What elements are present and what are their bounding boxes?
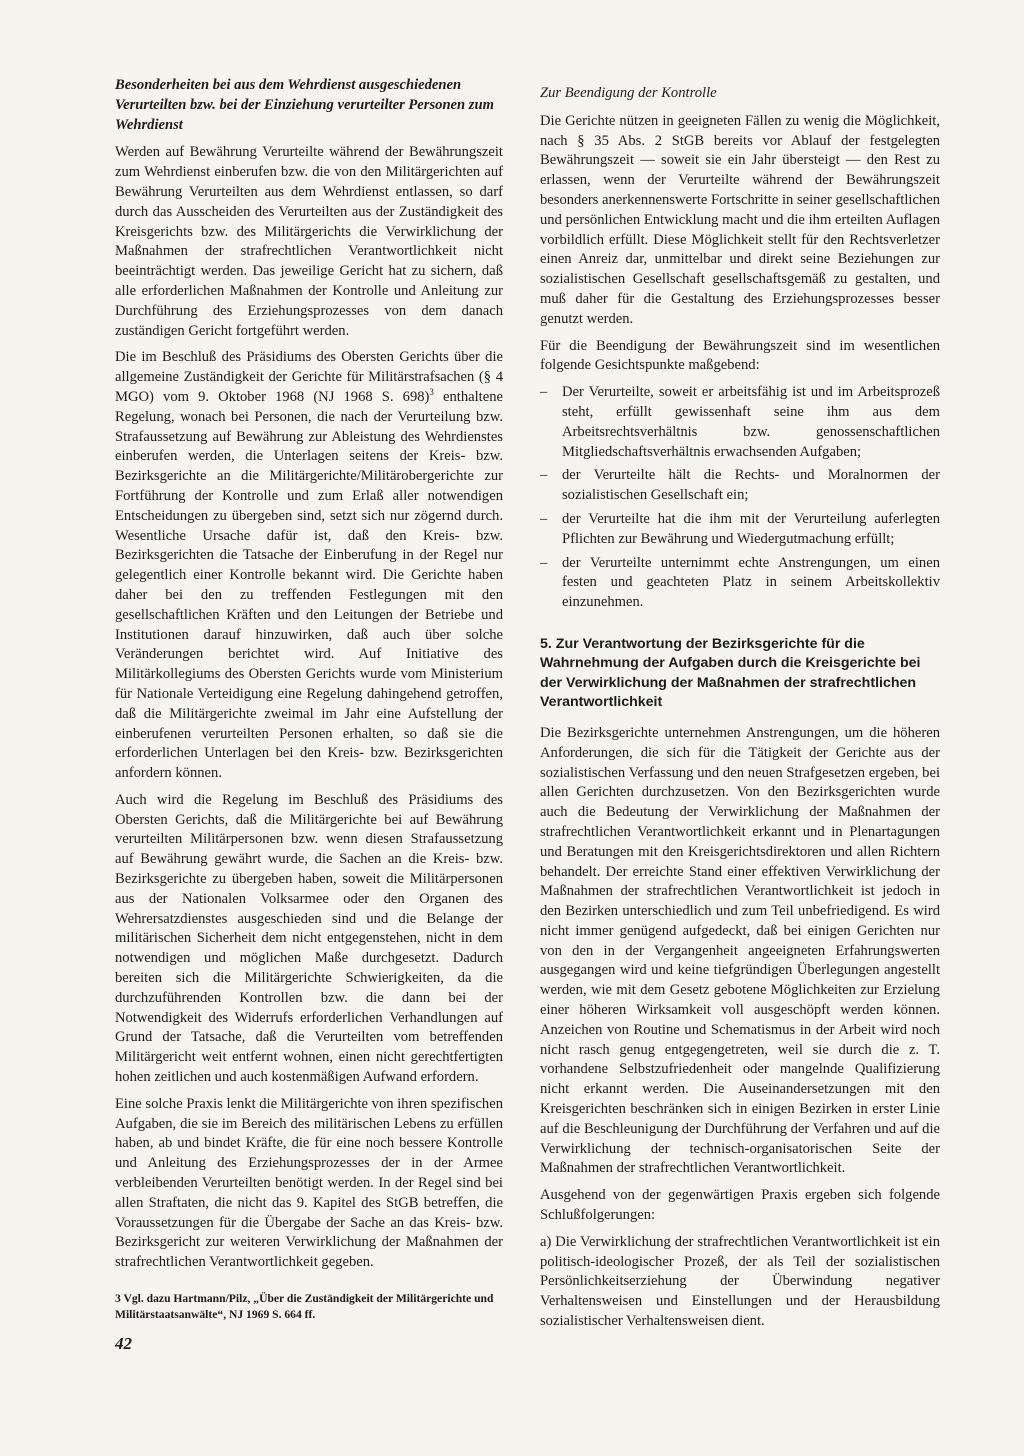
- list-item: – der Verurteilte hält die Rechts- und Moralnormen der sozialistischen Gesellschaft ein;: [540, 466, 940, 506]
- paragraph: Ausgehend von der gegenwärtigen Praxis ergeben sich folgende Schlußfolgerungen:: [540, 1187, 940, 1224]
- paragraph-text: enthaltene Regelung, wonach bei Personen, die nach der Verurteilung bzw. Strafaussetzung auf Bewährung zur Ableistung des Wehrdienstes einberufen werden, die Unterlagen seitens der Kreis- bzw. Bezirksgerichte an die Militärgerichte/Militärobergerichte zur Fortführung der Kontrolle und zum Erlaß aller notwendigen Entscheidungen zu übergeben sind, setzt sich nur zögernd durch. Wesentliche Ursache dafür ist, daß den Kreis- bzw. Bezirksgerichten die Tatsache der Einberufung in der Regel nur gelegentlich einer Kontrolle bekannt wird. Die Gerichte haben daher bei den zu treffenden Festlegungen mit den gesellschaftlichen Kräften und den Leitungen der Betriebe und Institutionen darauf hinzuwirken, daß auch über solche Veränderungen berichtet wird. Auf Initiative des Militärkollegiums des Obersten Gerichts wurde vom Ministerium für Nationale Verteidigung eine Regelung dahingehend getroffen, daß die Militärgerichte zweimal im Jahr eine Aufstellung der einberufenen verurteilten Personen erhalten, so daß sie die erforderlichen Unterlagen bei den Kreis- bzw. Bezirksgerichten anfordern können.: [115, 388, 503, 782]
- footnote: 3 Vgl. dazu Hartmann/Pilz, „Über die Zuständigkeit der Militärgerichte und Militärstaatsanwälte“, NJ 1969 S. 664 ff.: [115, 1292, 494, 1321]
- list-item: – der Verurteilte unternimmt echte Anstrengungen, um einen festen und geachteten Platz in seinem Arbeitskollektiv einzunehmen.: [540, 554, 940, 613]
- paragraph: Auch wird die Regelung im Beschluß des Präsidiums des Obersten Gerichts, daß die Militärgerichte bei auf Bewährung verurteilten Militärpersonen bzw. wenn diesen Strafaussetzung auf Bewährung gewährt wurde, die Sachen an die Kreis- bzw. Bezirksgerichte zu übergeben haben, soweit die Militärpersonen aus der Nationalen Volksarmee oder den Organen des Wehrersatzdienstes ausgeschieden sind und die Belange der militärischen Sicherheit dem nicht entgegenstehen, nicht in dem notwendigen und möglichen Maße durchgesetzt. Dadurch bereiten sich die Militärgerichte Schwierigkeiten, da die durchzuführenden Kontrollen bzw. die dann bei der Notwendigkeit des Widerrufs erforderlichen Verhandlungen auf Grund der Tatsache, daß die Verurteilten vom betreffenden Militärgericht weit entfernt wohnen, einen nicht gerechtfertigten hohen zeitlichen und auch kostenmäßigen Aufwand erfordern.: [115, 791, 503, 1086]
- paragraph: Für die Beendigung der Bewährungszeit sind im wesentlichen folgende Gesichtspunkte maßgebend:: [540, 337, 940, 374]
- paragraph-with-footnote: [115, 348, 503, 784]
- subheading-wehrdienst: Besonderheiten bei aus dem Wehrdienst ausgeschiedenen Verurteilten bzw. bei der Einziehung verurteilter Personen zum Wehrdienst: [115, 77, 494, 133]
- left-column: [115, 76, 503, 1322]
- page-number: 42: [115, 1334, 132, 1353]
- section-heading-5: 5. Zur Verantwortung der Bezirksgerichte für die Wahrnehmung der Aufgaben durch die Kreisgerichte bei der Verwirklichung der Maßnahmen der strafrechtlichen Verantwortlichkeit: [540, 635, 921, 711]
- paragraph: Die Bezirksgerichte unternehmen Anstrengungen, um die höheren Anforderungen, die sich für die Tätigkeit der Gerichte aus der sozialistischen Verfassung und den neuen Strafgesetzen ergeben, bei allen Gerichten durchzusetzen. Von den Bezirksgerichten wurde auch die Bedeutung der Verwirklichung der Maßnahmen der strafrechtlichen Verantwortlichkeit erkannt und in Plenartagungen und Beratungen mit den Kreisgerichtsdirektoren und allen Richtern behandelt. Der erreichte Stand einer effektiven Verwirklichung der Maßnahmen der strafrechtlichen Verantwortlichkeit ist jedoch in den Bezirken unterschiedlich und zum Teil unbefriedigend. Es wird nicht immer genügend aufgedeckt, daß bei einigen Gerichten nur von den in der Vergangenheit angeeigneten Erfahrungswerten ausgegangen wird und keine tiefgründigen Überlegungen angestellt werden, wie mit dem Gesetz gebotene Möglichkeiten zur Erzielung einer höheren Wirksamkeit voll ausgeschöpft werden können. Anzeichen von Routine und Schematismus in der Arbeit wird noch nicht rasch genug entgegengetreten, weil sie durch die z. T. vorhandene Selbstzufriedenheit oder mangelnde Qualifizierung nicht erkannt werden. Die Auseinandersetzungen mit den Kreisgerichten beschränken sich in einigen Bezirken in erster Linie auf die Beschleunigung der Durchführung der Verfahren und auf die Verwirklichung der technisch-organisatorischen Seite der Maßnahmen der strafrechtlichen Verantwortlichkeit.: [540, 724, 940, 1177]
- right-column: [540, 76, 940, 1339]
- paragraph: Eine solche Praxis lenkt die Militärgerichte von ihren spezifischen Aufgaben, die sie im Bereich des militärischen Lebens zu erfüllen haben, ab und bindet Kräfte, die für eine noch bessere Kontrolle und Anleitung des Erziehungsprozesses der in der Armee verbleibenden Verurteilten benötigt werden. In der Regel sind bei allen Straftaten, die nicht das 9. Kapitel des StGB betreffen, die Voraussetzungen für die Übergabe der Sache an das Kreis- bzw. Bezirksgericht zur weiteren Verwirklichung der Maßnahmen der strafrechtlichen Verantwortlichkeit gegeben.: [115, 1095, 503, 1271]
- subheading-kontrolle: Zur Beendigung der Kontrolle: [540, 85, 717, 101]
- criteria-list: [540, 383, 940, 613]
- list-item: – der Verurteilte hat die ihm mit der Verurteilung auferlegten Pflichten zur Bewährung und Wiedergutmachung erfüllt;: [540, 510, 940, 550]
- paragraph: Werden auf Bewährung Verurteilte während der Bewährungszeit zum Wehrdienst einberufen bzw. die von den Militärgerichten auf Bewährung Verurteilten aus dem Wehrdienst entlassen, so darf durch das Ausscheiden des Verurteilten aus der Zuständigkeit des Kreisgerichts bzw. des Militärgerichts die Verwirklichung der Maßnahmen der strafrechtlichen Verantwortlichkeit nicht beeinträchtigt werden. Das jeweilige Gericht hat zu sichern, daß alle erforderlichen Maßnahmen der Kontrolle und Anleitung zur Durchführung des Erziehungsprozesses von dem danach zuständigen Gericht fortgeführt werden.: [115, 144, 503, 339]
- paragraph: Die Gerichte nützen in geeigneten Fällen zu wenig die Möglichkeit, nach § 35 Abs. 2 StGB bereits vor Ablauf der festgelegten Bewährungszeit — soweit sie ein Jahr übersteigt — den Rest zu erlassen, wenn der Verurteilte während der Bewährungszeit besonders anerkennenswerte Fortschritte in seiner gesellschaftlichen und persönlichen Entwicklung macht und die ihm erteilten Auflagen vorbildlich erfüllt. Diese Möglichkeit stellt für den Rechtsverletzer einen Anreiz dar, unmittelbar und direkt seine Beziehungen zur sozialistischen Gesellschaft gesellschaftsgemäß zu gestalten, und muß daher für die Gestaltung des Erziehungsprozesses besser genutzt werden.: [540, 112, 940, 327]
- list-item: – Der Verurteilte, soweit er arbeitsfähig ist und im Arbeitsprozeß steht, erfüllt gewissenhaft seine ihm aus dem Arbeitsrechtsverhältnis bzw. genossenschaftlichen Mitgliedschaftsverhältnis erwachsenden Aufgaben;: [540, 383, 940, 462]
- paragraph: a) Die Verwirklichung der strafrechtlichen Verantwortlichkeit ist ein politisch-ideologischer Prozeß, der als Teil der sozialistischen Persönlichkeitserziehung der Überwindung negativer Verhaltensweisen und Einstellungen und der Herausbildung sozialistischer Verhaltensweisen dient.: [540, 1233, 940, 1330]
- footnote-marker: 3: [429, 387, 434, 398]
- paragraph-text: Die im Beschluß des Präsidiums des Obersten Gerichts über die allgemeine Zuständigkeit der Gerichte für Militärstrafsachen (§ 4 MGO) vom 9. Oktober 1968 (NJ 1968 S. 698): [115, 349, 503, 405]
